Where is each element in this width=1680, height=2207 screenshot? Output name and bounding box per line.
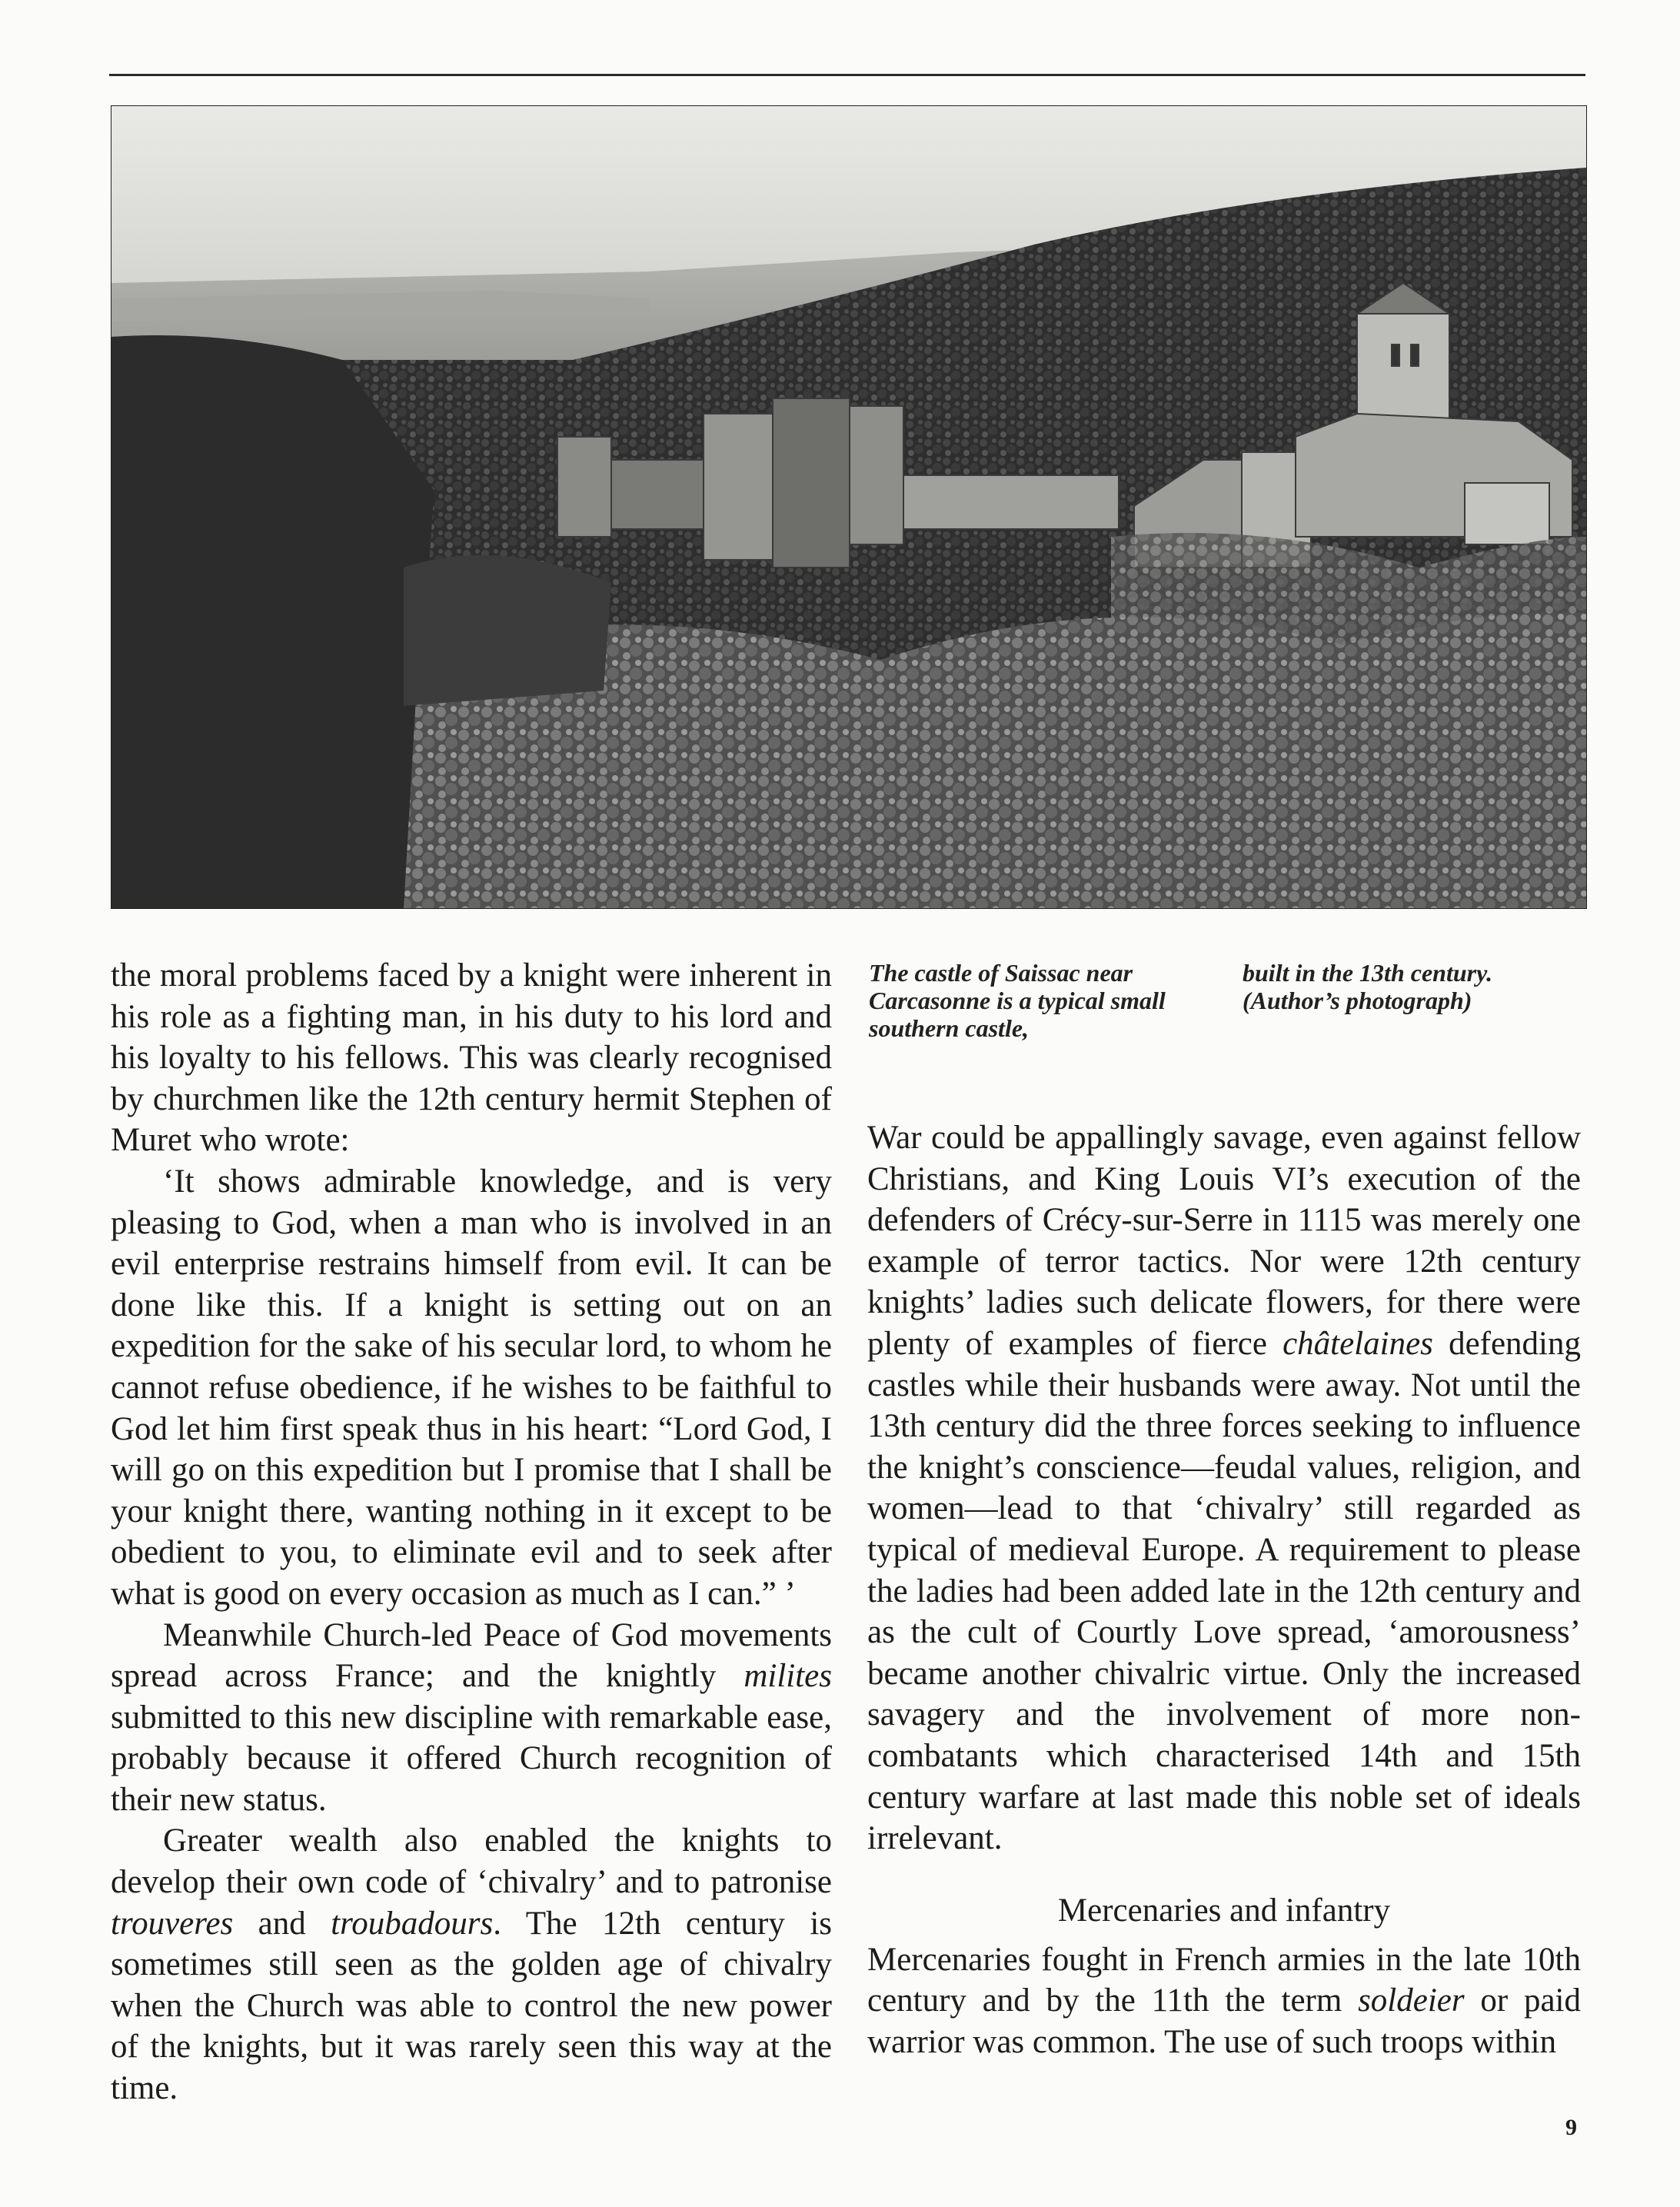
text-run: . The 12th century is sometimes still seen as the golden age of chivalry when the Church was able to control the new power of the knights, but it was rarely seen this way at the time. [111, 1905, 832, 2107]
section-heading: Mercenaries and infantry [1057, 1892, 1391, 1929]
left-paragraph-3 [111, 1615, 832, 1821]
top-rule [109, 74, 1585, 76]
photo-caption-part-2: built in the 13th century. (Author’s photograph) [1243, 959, 1493, 1014]
italic-term: soldeier [1358, 1982, 1465, 2019]
italic-term: troubadours [331, 1905, 494, 1942]
text-run: Mercenaries fought in French armies in the late 10th century and by the 11th the term [867, 1941, 1581, 2019]
right-paragraph-2 [867, 1939, 1581, 2063]
left-paragraph-4 [111, 1820, 832, 2109]
left-text-column [111, 955, 832, 2109]
text-run: War could be appallingly savage, even against fellow Christians, and King Louis VI’s execution of the defenders of Crécy-sur-Serre in 1115 was merely one example of terror tactics. Nor were 12th century knights’ ladies such delicate flowers, for there were plenty of examples of fierce [867, 1120, 1581, 1362]
text-run: submitted to this new discipline with remarkable ease, probably because it offered Church recognition of their new status. [111, 1699, 832, 1818]
left-paragraph-quote: ‘It shows admirable knowledge, and is very pleasing to God, when a man who is involved in an evil enterprise restrains himself from evil. It can be done like this. If a knight is setting out on an expedition for the sake of his secular lord, to whom he cannot refuse obedience, if he wishes to be faithful to God let him first speak thus in his heart: “Lord God, I will go on this expedition but I promise that I shall be your knight there, wanting nothing in it except to be obedient to you, to eliminate evil and to seek after what is good on every occasion as much as I can.” ’ [111, 1163, 832, 1612]
italic-term: châtelaines [1282, 1325, 1433, 1362]
page-number: 9 [1565, 2115, 1577, 2140]
castle-landscape-photo [111, 105, 1587, 909]
photo-caption-part-1: The castle of Saissac near Carcasonne is a typical small southern castle, [869, 959, 1166, 1042]
italic-term: milites [744, 1658, 832, 1695]
castle-photo-graphic [111, 106, 1586, 908]
text-run: defending castles while their husbands were away. Not until the 13th century did the three forces seeking to influence the knight’s conscience—feudal values, religion, and women—lead to that ‘chivalry’ still regarded as typical of medieval Europe. A requirement to please the ladies had been added late in the 12th century and as the cult of Courtly Love spread, ‘amorousness’ became another chivalric virtue. Only the increased savagery and the involvement of more non-combatants which characterised 14th and 15th century warfare at last made this noble set of ideals irrelevant. [867, 1325, 1582, 1857]
right-text-column [867, 1117, 1581, 2062]
text-run: Greater wealth also enabled the knights to develop their own code of ‘chivalry’ and to patronise [111, 1823, 832, 1901]
text-run: Meanwhile Church-led Peace of God movements spread across France; and the knightly [111, 1616, 832, 1695]
italic-term: trouveres [111, 1905, 234, 1942]
right-paragraph-1 [867, 1117, 1581, 1859]
text-run: and [233, 1905, 331, 1942]
text-run: or paid warrior was common. The use of such troops within [867, 1982, 1581, 2060]
left-paragraph-1: the moral problems faced by a knight were inherent in his role as a fighting man, in his duty to his lord and his loyalty to his fellows. This was clearly recognised by churchmen like the 12th century hermit Stephen of Muret who wrote: [111, 957, 832, 1159]
